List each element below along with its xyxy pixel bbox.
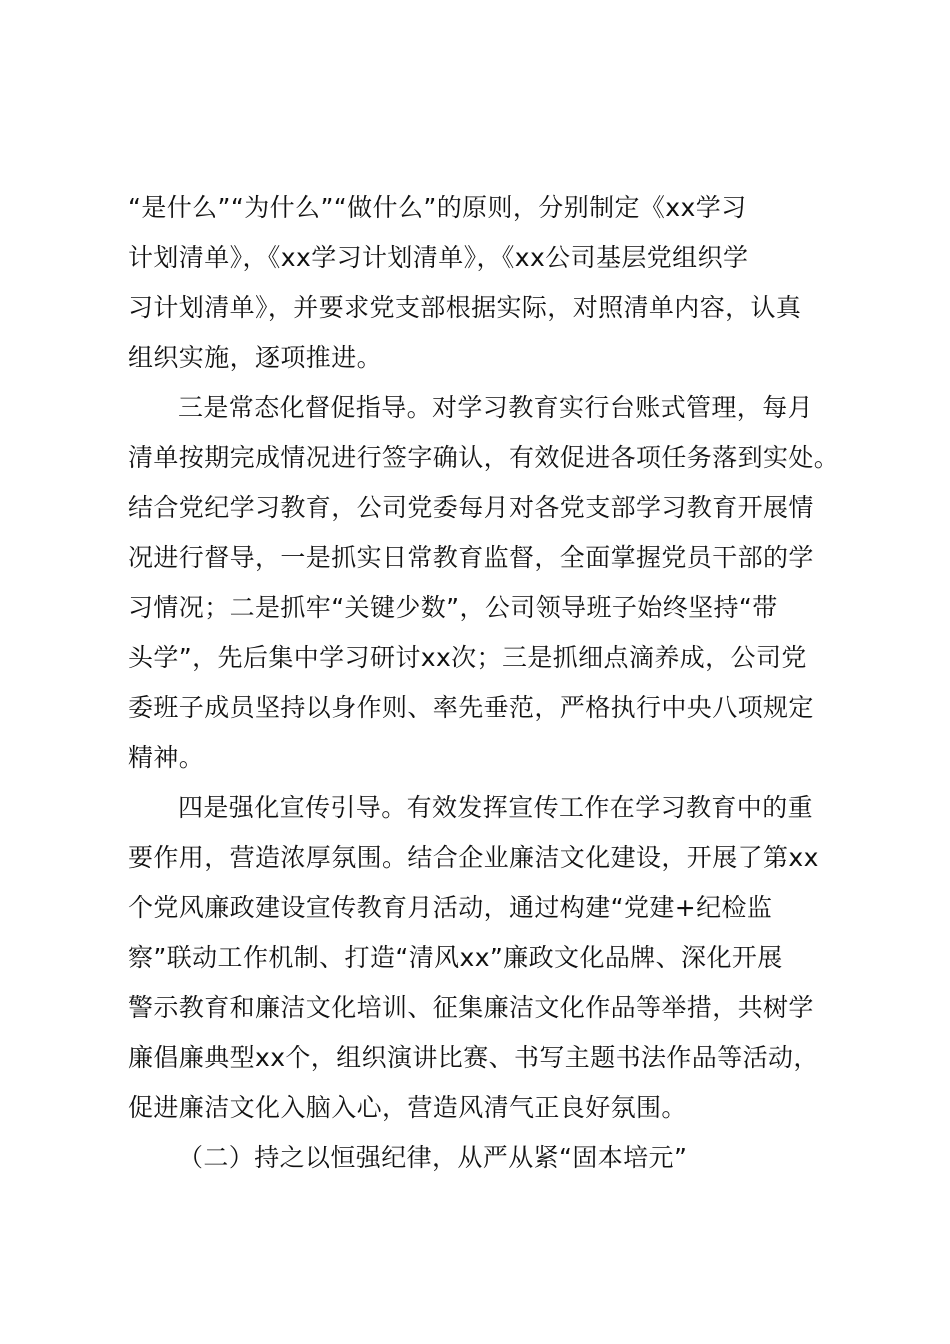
text-line: 习计划清单》，并要求党支部根据实际，对照清单内容，认真 <box>128 293 802 322</box>
text-line: 促进廉洁文化入脑入心，营造风清气正良好氛围。 <box>128 1093 687 1122</box>
text-line: 结合党纪学习教育，公司党委每月对各党支部学习教育开展情 <box>128 493 814 522</box>
document-body <box>128 183 840 1183</box>
text-line: 习情况；二是抓牢“关键少数”，公司领导班子始终坚持“带 <box>128 593 778 622</box>
paragraph-first-line: 三是常态化督促指导。对学习教育实行台账式管理，每月 <box>178 393 814 422</box>
text-line: 况进行督导，一是抓实日常教育监督，全面掌握党员干部的学 <box>128 543 814 572</box>
section-heading: （二）持之以恒强纪律，从严从紧“固本培元” <box>178 1143 688 1172</box>
text-line: 警示教育和廉洁文化培训、征集廉洁文化作品等举措，共树学 <box>128 993 814 1022</box>
text-line: 察”联动工作机制、打造“清风xx”廉政文化品牌、深化开展 <box>128 943 783 972</box>
text-line: “是什么”“为什么”“做什么”的原则，分别制定《xx学习 <box>128 193 747 222</box>
text-line: 要作用，营造浓厚氛围。结合企业廉洁文化建设，开展了第xx <box>128 843 819 872</box>
text-line: 廉倡廉典型xx个，组织演讲比赛、书写主题书法作品等活动， <box>128 1043 819 1072</box>
text-line: 委班子成员坚持以身作则、率先垂范，严格执行中央八项规定 <box>128 693 814 722</box>
text-line: 精神。 <box>128 743 205 772</box>
text-line: 头学”，先后集中学习研讨xx次；三是抓细点滴养成，公司党 <box>128 643 807 672</box>
text-line: 计划清单》，《xx学习计划清单》，《xx公司基层党组织学 <box>128 243 749 272</box>
text-line: 组织实施，逐项推进。 <box>128 343 383 372</box>
text-line: 清单按期完成情况进行签字确认，有效促进各项任务落到实处。 <box>128 443 840 472</box>
text-line: 个党风廉政建设宣传教育月活动，通过构建“党建+纪检监 <box>128 893 773 922</box>
paragraph-first-line: 四是强化宣传引导。有效发挥宣传工作在学习教育中的重 <box>178 793 814 822</box>
